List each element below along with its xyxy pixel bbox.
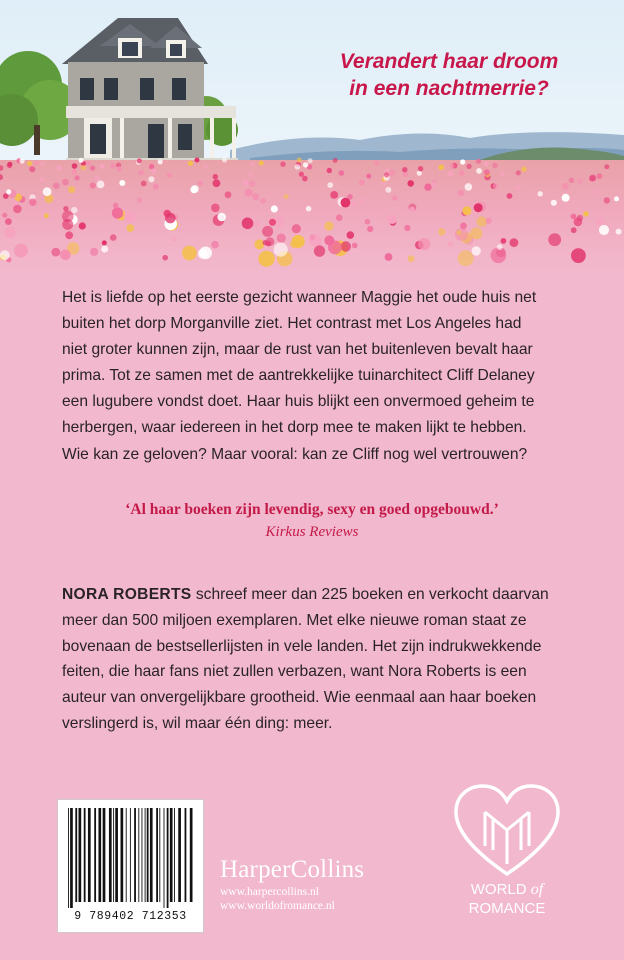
flower [203, 164, 208, 169]
flower [190, 186, 197, 193]
flower [274, 243, 288, 257]
barcode-bars [66, 808, 195, 908]
barcode-bar [134, 808, 136, 902]
barcode-bar [147, 808, 149, 902]
flower [562, 194, 570, 202]
flower [341, 198, 351, 208]
flower [409, 207, 415, 213]
flower [462, 206, 471, 215]
barcode-bar [113, 808, 114, 902]
author-bio [62, 582, 572, 737]
flower [492, 163, 498, 169]
flower [472, 246, 481, 255]
flower [195, 158, 200, 163]
flower [242, 218, 254, 230]
flower [148, 176, 154, 182]
flower [438, 165, 444, 171]
flower [562, 183, 569, 190]
publisher-block [220, 855, 410, 913]
flower [551, 200, 557, 206]
flower [491, 248, 507, 264]
flower [90, 248, 98, 256]
flower [474, 203, 483, 212]
flower [253, 221, 260, 228]
flower [295, 164, 301, 170]
barcode-bar [138, 808, 139, 902]
barcode-bar [167, 808, 169, 908]
flower [245, 189, 253, 197]
barcode-bar [70, 808, 73, 908]
flower [248, 172, 254, 178]
flower [34, 160, 39, 165]
flower [392, 195, 398, 201]
flower [314, 245, 325, 256]
flower [20, 158, 25, 163]
flower [574, 218, 583, 227]
barcode-bar [98, 808, 101, 902]
barcode-bar [185, 808, 187, 902]
flower [309, 234, 315, 240]
synopsis-line: buiten het dorp Morganville ziet. Het contrast met Los Angeles had [62, 315, 522, 333]
flower [101, 246, 108, 253]
flower [79, 158, 84, 163]
flower [75, 175, 80, 180]
barcode-bar [126, 808, 127, 902]
author-bio-line [62, 582, 572, 608]
flower [95, 175, 100, 180]
synopsis [62, 285, 572, 468]
flower [594, 189, 600, 195]
imprint-world: WORLD [470, 881, 531, 898]
flower [172, 236, 177, 241]
flower [381, 182, 386, 187]
flower [126, 224, 134, 232]
flower [352, 243, 358, 249]
flower [110, 234, 117, 241]
flower [213, 179, 221, 187]
flower [404, 225, 410, 231]
flower [225, 191, 232, 198]
review-quote-text: ‘Al haar boeken zijn levendig, sexy en goed opgebouwd.’ [125, 501, 499, 518]
flower [374, 160, 379, 165]
flower [308, 158, 313, 163]
flower [62, 179, 69, 186]
flower [385, 253, 393, 261]
flower [292, 224, 301, 233]
flower [271, 205, 278, 212]
flower [448, 241, 454, 247]
flower [250, 162, 255, 167]
flower [39, 177, 44, 182]
flower [459, 170, 464, 175]
barcode-bar [156, 808, 158, 902]
flower [501, 238, 507, 244]
flower [199, 247, 212, 260]
imprint-wordmark [442, 880, 572, 918]
flower [266, 237, 275, 246]
author-bio-line: verslingerd is, wil maar één ding: meer. [62, 714, 333, 732]
barcode-bar [174, 808, 175, 902]
barcode-bar [190, 808, 193, 902]
flower [614, 196, 619, 201]
barcode-bar [115, 808, 118, 902]
flower [297, 158, 302, 163]
flower [119, 180, 125, 186]
flower [599, 225, 609, 235]
flower [260, 198, 266, 204]
flower [548, 233, 561, 246]
tagline-line-2: in een nachtmerrie? [349, 77, 549, 100]
flower [460, 223, 467, 230]
flower [387, 214, 397, 224]
flower [188, 161, 193, 166]
flower [327, 168, 332, 173]
barcode-bar [142, 808, 143, 902]
flower [213, 174, 218, 179]
flower [165, 213, 176, 224]
author-bio-line-rest: schreef meer dan 225 boeken en verkocht daarvan [191, 586, 549, 603]
tagline-line-1: Verandert haar droom [339, 50, 559, 73]
flower [292, 235, 305, 248]
flower [2, 213, 7, 218]
flower [158, 159, 163, 164]
flower [359, 180, 365, 186]
flower [303, 162, 308, 167]
flower [51, 248, 60, 257]
flower [68, 186, 75, 193]
flower [86, 161, 91, 166]
flower [476, 159, 481, 164]
flower [538, 191, 543, 196]
flower [211, 204, 220, 213]
flower [27, 161, 32, 166]
flower [222, 158, 227, 163]
barcode-bar [88, 808, 91, 902]
flower [6, 189, 11, 194]
flower [516, 170, 521, 175]
flower [467, 164, 472, 169]
flower [476, 168, 482, 174]
author-bio-line: meer dan 500 miljoen exemplaren. Met elke nieuwe roman staat ze [62, 611, 527, 629]
flower [137, 198, 142, 203]
flower [616, 229, 622, 235]
imprint-line-1 [442, 880, 572, 899]
flower [44, 213, 49, 218]
flower [470, 227, 482, 239]
cover-tagline [290, 48, 608, 102]
flower [569, 178, 574, 183]
flower [385, 187, 391, 193]
flower [153, 184, 159, 190]
flower [259, 161, 264, 166]
flower [269, 219, 276, 226]
barcode-bar [103, 808, 106, 902]
flower [167, 173, 172, 178]
barcode-bar [178, 808, 181, 902]
flower [242, 179, 249, 186]
flower [571, 227, 577, 233]
flower [124, 211, 136, 223]
flower [280, 162, 285, 167]
flower [302, 176, 308, 182]
barcode-bar [75, 808, 77, 902]
flower [71, 169, 76, 174]
barcode-bar [159, 808, 160, 902]
flower [497, 244, 503, 250]
flower [90, 183, 96, 189]
flower [407, 180, 414, 187]
world-of-romance-logo [452, 784, 562, 934]
barcode-bar [170, 808, 173, 902]
flower [571, 248, 586, 263]
barcode-bar [109, 808, 112, 902]
barcode-bar [145, 808, 146, 902]
flower [5, 218, 12, 225]
flower [597, 173, 603, 179]
flower [102, 240, 107, 245]
review-source: Kirkus Reviews [265, 524, 359, 540]
flower [458, 250, 474, 266]
flower [53, 183, 60, 190]
flower [351, 201, 357, 207]
flower [14, 244, 28, 258]
flower [500, 171, 505, 176]
publisher-name: HarperCollins [220, 856, 365, 883]
flower [299, 172, 304, 177]
flower [359, 198, 365, 204]
barcode-bar [84, 808, 86, 902]
flower [7, 162, 12, 167]
flower [112, 207, 123, 218]
isbn-barcode [57, 799, 204, 933]
flower [336, 215, 343, 222]
flower [262, 226, 273, 237]
flower [431, 182, 437, 188]
barcode-bar [164, 808, 165, 908]
flower [604, 164, 609, 169]
cover-photo [0, 0, 624, 275]
flower [100, 164, 105, 169]
flower [460, 159, 465, 164]
flower [408, 255, 415, 262]
flower [510, 238, 519, 247]
flower [367, 226, 373, 232]
flower [113, 203, 118, 208]
flower [29, 199, 36, 206]
synopsis-line: niet groter kunnen zijn, maar de rust van het buitenleven bevalt haar [62, 341, 533, 359]
flower [56, 165, 62, 171]
flower [341, 241, 351, 251]
flower [138, 170, 144, 176]
flower [424, 183, 431, 190]
flower [366, 174, 371, 179]
flower [249, 180, 256, 187]
flower [583, 211, 589, 217]
house-field-illustration [0, 0, 624, 275]
barcode-bar [94, 808, 96, 902]
review-quote [62, 499, 562, 543]
synopsis-line: herbergen, waar iedereen in het dorp mee te maken lijkt te hebben. [62, 419, 527, 437]
flower [97, 181, 105, 189]
flower [590, 175, 597, 182]
isbn-digits: 9 789402 712353 [74, 910, 187, 923]
flower [151, 168, 157, 174]
flower [258, 251, 274, 267]
barcode-bar [130, 808, 131, 902]
flower [324, 235, 334, 245]
author-name: NORA ROBERTS [62, 586, 192, 603]
barcode-bar [79, 808, 82, 902]
flower [72, 163, 78, 169]
flower [29, 166, 35, 172]
synopsis-line: prima. Tot ze samen met de aantrekkelijke tuinarchitect Cliff Delaney [62, 367, 535, 385]
flower [418, 238, 430, 250]
flower [384, 172, 389, 177]
flower [324, 221, 333, 230]
flower [327, 182, 333, 188]
flower [403, 172, 408, 177]
heart-icon [452, 784, 562, 880]
flower [515, 185, 521, 191]
barcode-bar [68, 808, 69, 908]
flower [90, 166, 95, 171]
flower [117, 166, 122, 171]
flower [330, 191, 338, 199]
flower [347, 231, 355, 239]
barcode-bar [150, 808, 153, 902]
flower [402, 167, 407, 172]
flower [458, 190, 464, 196]
flower [60, 250, 71, 261]
flower [521, 167, 526, 172]
flower [485, 218, 491, 224]
flower [577, 178, 583, 184]
flower [198, 181, 203, 186]
flower [81, 165, 87, 171]
synopsis-line: Het is liefde op het eerste gezicht wanneer Maggie het oude huis net [62, 289, 537, 306]
flower [455, 228, 468, 241]
flower [438, 228, 445, 235]
imprint-romance: ROMANCE [468, 900, 546, 917]
author-bio-line: feiten, die haar fans niet zullen verbazen, want Nora Roberts is een [62, 663, 527, 681]
publisher-url: www.harpercollins.nl [220, 886, 319, 898]
flower [306, 206, 312, 212]
flower [418, 166, 423, 171]
flower [339, 170, 345, 176]
barcode-bar [121, 808, 124, 902]
flower [110, 163, 116, 169]
flower [0, 250, 10, 260]
flower [507, 193, 513, 199]
flower [483, 161, 488, 166]
flower [79, 222, 86, 229]
flower [465, 183, 473, 191]
flower [211, 241, 219, 249]
flower [333, 158, 338, 163]
imprint-of: of [530, 881, 544, 898]
flower [477, 217, 487, 227]
flower [456, 230, 461, 235]
flower [252, 193, 259, 200]
flower [217, 213, 226, 222]
flower [484, 169, 490, 175]
author-bio-line: bovenaan de bestsellerlijsten in vele landen. Het zijn indrukwekkende [62, 637, 542, 655]
flower [284, 194, 289, 199]
author-bio-line: auteur van onvergelijkbare grootheid. Wie eenmaal aan haar boeken [62, 689, 537, 707]
synopsis-line: een lugubere vondst doet. Haar huis blijkt een onvermoed geheim te [62, 393, 535, 411]
flower [604, 197, 610, 203]
flower [493, 183, 499, 189]
flower [65, 231, 73, 239]
flower [13, 205, 22, 214]
flower [40, 161, 45, 166]
flower [449, 163, 454, 168]
synopsis-line: Wie kan ze geloven? Maar vooral: kan ze Cliff nog wel vertrouwen? [62, 445, 528, 463]
flower [254, 239, 264, 249]
flower [62, 211, 74, 223]
flower [4, 227, 16, 239]
flower [277, 234, 286, 243]
flower [43, 187, 52, 196]
flower [63, 206, 68, 211]
flower [365, 219, 371, 225]
flower [162, 255, 168, 261]
flower [417, 171, 422, 176]
imprint-url: www.worldofromance.nl [220, 900, 335, 912]
flower [137, 158, 142, 163]
flower [448, 171, 454, 177]
flower [182, 246, 197, 261]
flower [141, 181, 147, 187]
